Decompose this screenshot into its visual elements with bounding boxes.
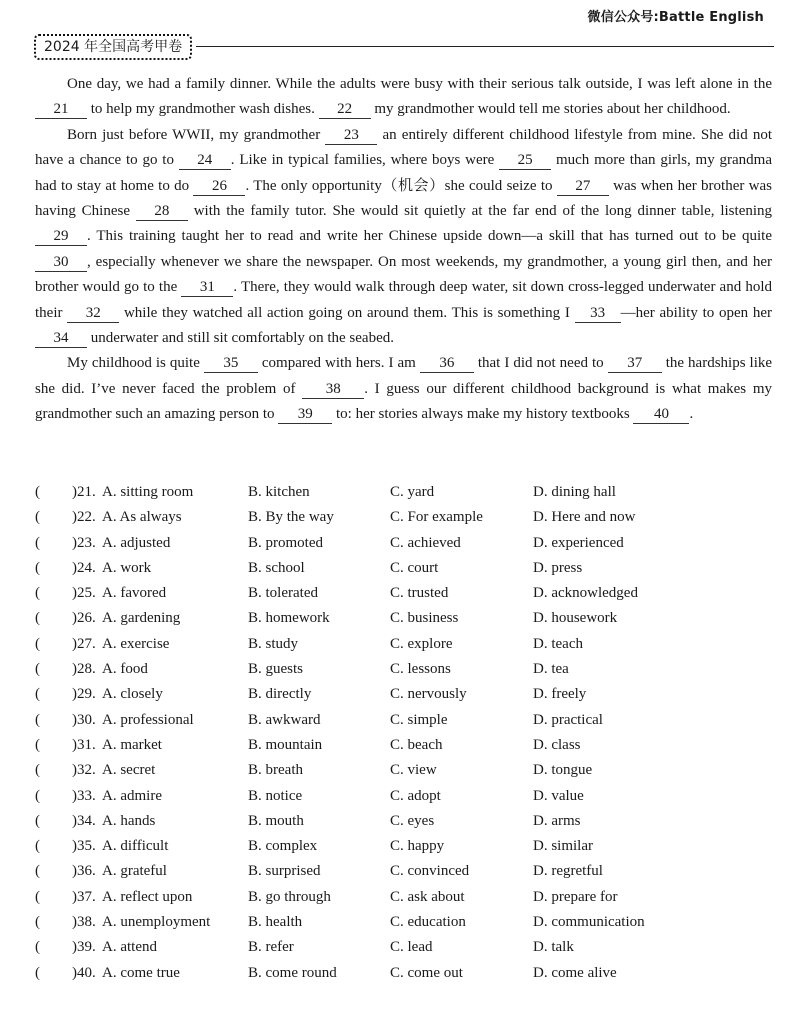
passage-text: underwater and still sit comfortably on the seabed. — [90, 330, 394, 347]
question-number: )40. — [72, 964, 96, 981]
option-a[interactable]: A. As always — [102, 509, 182, 526]
option-c[interactable]: C. nervously — [390, 686, 467, 703]
option-a[interactable]: A. unemployment — [102, 914, 211, 931]
option-a[interactable]: A. secret — [102, 762, 156, 779]
option-a[interactable]: A. food — [102, 661, 148, 678]
option-d[interactable]: D. teach — [533, 635, 583, 652]
passage-text: —her ability to open her — [620, 304, 773, 321]
question-row — [35, 606, 775, 631]
passage-text: Born just before WWII, my grandmother — [67, 126, 321, 143]
option-d[interactable]: D. acknowledged — [533, 585, 638, 602]
passage-text: much more than girls, my grandma had to stay at home to do — [35, 152, 773, 194]
question-row — [35, 834, 775, 859]
option-a[interactable]: A. exercise — [102, 635, 170, 652]
answer-paren[interactable]: ( — [35, 762, 40, 779]
option-d[interactable]: D. tea — [533, 661, 569, 678]
option-b[interactable]: B. mouth — [248, 812, 304, 829]
title-divider — [196, 46, 774, 47]
option-c[interactable]: C. lead — [390, 939, 433, 956]
option-b[interactable]: B. study — [248, 635, 299, 652]
blank-33: 33 — [575, 304, 621, 323]
passage-text: , especially whenever we share the newspaper. On most weekends, my grandmother, a young girl then, and her brother would go to the — [35, 253, 772, 296]
option-a[interactable]: A. professional — [102, 711, 194, 728]
option-c[interactable]: C. view — [390, 762, 437, 779]
option-c[interactable]: C. adopt — [390, 787, 441, 804]
blank-40: 40 — [633, 405, 689, 424]
option-a[interactable]: A. gardening — [102, 610, 181, 627]
question-number: )27. — [72, 635, 96, 652]
question-number: )37. — [72, 888, 96, 905]
option-a[interactable]: A. favored — [102, 585, 167, 602]
option-d[interactable]: D. tongue — [533, 762, 593, 779]
question-row — [35, 885, 775, 910]
answer-paren[interactable]: ( — [35, 736, 40, 753]
question-number: )23. — [72, 534, 96, 551]
option-a[interactable]: A. difficult — [102, 838, 169, 855]
question-row — [35, 657, 775, 682]
question-number: )28. — [72, 661, 96, 678]
option-b[interactable]: B. mountain — [248, 736, 323, 753]
question-number: )22. — [72, 509, 96, 526]
option-d[interactable]: D. freely — [533, 686, 587, 703]
answer-paren[interactable]: ( — [35, 559, 40, 576]
answer-paren[interactable]: ( — [35, 863, 40, 880]
option-d[interactable]: D. arms — [533, 812, 581, 829]
blank-28: 28 — [136, 202, 188, 221]
answer-paren[interactable]: ( — [35, 484, 40, 500]
option-c[interactable]: C. trusted — [390, 585, 449, 602]
answer-paren[interactable]: ( — [35, 838, 40, 855]
option-a[interactable]: A. admire — [102, 787, 162, 804]
option-a[interactable]: A. reflect upon — [102, 888, 193, 905]
question-number: )38. — [72, 914, 96, 931]
answer-paren[interactable]: ( — [35, 939, 40, 956]
question-row — [35, 632, 775, 657]
option-c[interactable]: C. lessons — [390, 661, 451, 678]
question-row — [35, 531, 775, 556]
blank-23: 23 — [325, 126, 377, 145]
passage-text: to: her stories always make my history textbooks — [336, 406, 630, 423]
option-d[interactable]: D. come alive — [533, 964, 617, 981]
question-row — [35, 935, 775, 960]
question-row — [35, 910, 775, 935]
question-number: )39. — [72, 939, 96, 956]
option-c[interactable]: C. achieved — [390, 534, 461, 551]
option-b[interactable]: B. notice — [248, 787, 303, 804]
option-a[interactable]: A. grateful — [102, 863, 167, 880]
question-list — [35, 480, 775, 986]
passage-text: my grandmother would tell me stories about her childhood. — [374, 101, 731, 118]
blank-27: 27 — [557, 177, 609, 196]
option-b[interactable]: B. tolerated — [248, 585, 318, 602]
option-d[interactable]: D. prepare for — [533, 888, 618, 905]
blank-36: 36 — [420, 354, 474, 373]
blank-26: 26 — [193, 177, 245, 196]
option-a[interactable]: A. attend — [102, 939, 157, 956]
paragraph-1 — [35, 72, 772, 123]
option-d[interactable]: D. practical — [533, 711, 603, 728]
option-a[interactable]: A. market — [102, 736, 162, 753]
question-row — [35, 733, 775, 758]
option-d[interactable]: D. housework — [533, 610, 618, 627]
option-d[interactable]: D. press — [533, 559, 583, 576]
option-c[interactable]: C. simple — [390, 711, 448, 728]
question-row — [35, 480, 775, 505]
blank-30: 30 — [35, 253, 87, 272]
option-b[interactable]: B. By the way — [248, 509, 334, 526]
answer-paren[interactable]: ( — [35, 509, 40, 526]
option-b[interactable]: B. complex — [248, 838, 318, 855]
blank-37: 37 — [608, 354, 662, 373]
question-number: )26. — [72, 610, 96, 627]
option-b[interactable]: B. breath — [248, 762, 303, 779]
option-b[interactable]: B. school — [248, 559, 305, 576]
option-c[interactable]: C. come out — [390, 964, 463, 981]
option-a[interactable]: A. closely — [102, 686, 163, 703]
question-number: )21. — [72, 484, 96, 500]
question-number: )35. — [72, 838, 96, 855]
passage-text: was when her brother was having Chinese — [35, 177, 772, 220]
option-c[interactable]: C. explore — [390, 635, 453, 652]
option-d[interactable]: D. Here and now — [533, 509, 636, 526]
title-row — [34, 34, 774, 60]
option-b[interactable]: B. awkward — [248, 711, 321, 728]
answer-paren[interactable]: ( — [35, 661, 40, 678]
question-number: )34. — [72, 812, 96, 829]
question-row — [35, 961, 775, 986]
passage-text: compared with hers. I am — [261, 355, 416, 372]
option-c[interactable]: C. education — [390, 914, 466, 931]
option-b[interactable]: B. promoted — [248, 534, 323, 551]
option-d[interactable]: D. communication — [533, 914, 645, 931]
answer-paren[interactable]: ( — [35, 812, 40, 829]
question-row — [35, 859, 775, 884]
passage — [35, 72, 772, 428]
blank-31: 31 — [181, 278, 233, 297]
option-d[interactable]: D. class — [533, 736, 581, 753]
question-row — [35, 758, 775, 783]
question-number: )25. — [72, 585, 96, 602]
blank-22: 22 — [319, 100, 371, 119]
option-c[interactable]: C. beach — [390, 736, 443, 753]
option-b[interactable]: B. refer — [248, 939, 294, 956]
option-c[interactable]: C. business — [390, 610, 459, 627]
question-row — [35, 708, 775, 733]
question-row — [35, 784, 775, 809]
header-source: 微信公众号:Battle English — [587, 10, 764, 25]
question-number: )36. — [72, 863, 96, 880]
passage-text: . Like in typical families, where boys were — [230, 152, 495, 169]
question-number: )31. — [72, 736, 96, 753]
exam-title: 2024 年全国高考甲卷 — [34, 34, 192, 60]
answer-paren[interactable]: ( — [35, 888, 40, 905]
question-row — [35, 505, 775, 530]
answer-paren[interactable]: ( — [35, 711, 40, 728]
answer-paren[interactable]: ( — [35, 585, 40, 602]
option-c[interactable]: C. convinced — [390, 863, 470, 880]
passage-text: while they watched all action going on around them. This is something I — [123, 304, 570, 321]
question-row — [35, 581, 775, 606]
passage-text: . There, they would walk through deep water, sit down cross-legged underwater and hold their — [35, 279, 772, 321]
option-a[interactable]: A. sitting room — [102, 484, 194, 500]
passage-text: My childhood is quite — [67, 355, 200, 372]
option-d[interactable]: D. similar — [533, 838, 593, 855]
blank-39: 39 — [278, 405, 332, 424]
passage-text: an entirely different childhood lifestyle from mine. She did not have a chance to go to — [35, 126, 773, 169]
answer-paren[interactable]: ( — [35, 534, 40, 551]
passage-text: . — [689, 406, 694, 423]
option-b[interactable]: B. health — [248, 914, 303, 931]
passage-text: . The only opportunity（机会）she could seize to — [245, 177, 553, 194]
passage-text: with the family tutor. She would sit quietly at the far end of the long dinner table, listening — [193, 203, 773, 220]
option-b[interactable]: B. kitchen — [248, 484, 310, 500]
passage-text: One day, we had a family dinner. While the adults were busy with their serious talk outside, I was left alone in the — [67, 76, 772, 92]
option-d[interactable]: D. talk — [533, 939, 574, 956]
passage-text: to help my grandmother wash dishes. — [90, 101, 315, 118]
option-b[interactable]: B. homework — [248, 610, 330, 627]
option-b[interactable]: B. go through — [248, 888, 331, 905]
answer-paren[interactable]: ( — [35, 610, 40, 627]
answer-paren[interactable]: ( — [35, 635, 40, 652]
question-number: )33. — [72, 787, 96, 804]
option-a[interactable]: A. come true — [102, 964, 180, 981]
option-d[interactable]: D. experienced — [533, 534, 624, 551]
question-number: )24. — [72, 559, 96, 576]
option-a[interactable]: A. work — [102, 559, 152, 576]
blank-25: 25 — [499, 151, 551, 170]
question-row — [35, 682, 775, 707]
passage-text: . This training taught her to read and write her Chinese upside down—a skill that has turned out to be quite — [87, 228, 772, 245]
option-c[interactable]: C. happy — [390, 838, 445, 855]
option-b[interactable]: B. directly — [248, 686, 312, 703]
option-d[interactable]: D. regretful — [533, 863, 603, 880]
passage-text: the hardships like she did. I’ve never faced the problem of — [35, 355, 773, 397]
option-c[interactable]: C. ask about — [390, 888, 465, 905]
option-c[interactable]: C. For example — [390, 509, 483, 526]
option-a[interactable]: A. adjusted — [102, 534, 171, 551]
option-d[interactable]: D. dining hall — [533, 484, 616, 500]
option-a[interactable]: A. hands — [102, 812, 156, 829]
paragraph-2 — [35, 123, 772, 352]
passage-text: that I did not need to — [477, 355, 604, 372]
blank-34: 34 — [35, 329, 87, 348]
question-number: )30. — [72, 711, 96, 728]
answer-paren[interactable]: ( — [35, 686, 40, 703]
blank-32: 32 — [67, 304, 119, 323]
question-number: )32. — [72, 762, 96, 779]
option-b[interactable]: B. come round — [248, 964, 337, 981]
answer-paren[interactable]: ( — [35, 914, 40, 931]
answer-paren[interactable]: ( — [35, 787, 40, 804]
option-b[interactable]: B. guests — [248, 661, 304, 678]
option-c[interactable]: C. yard — [390, 484, 435, 500]
option-b[interactable]: B. surprised — [248, 863, 321, 880]
option-d[interactable]: D. value — [533, 787, 584, 804]
passage-text: . I guess our different childhood background is what makes my grandmother such an amazing person to — [35, 380, 772, 423]
blank-21: 21 — [35, 100, 87, 119]
paragraph-3 — [35, 351, 772, 427]
answer-paren[interactable]: ( — [35, 964, 40, 981]
question-number: )29. — [72, 686, 96, 703]
question-row — [35, 556, 775, 581]
blank-35: 35 — [204, 354, 258, 373]
blank-24: 24 — [179, 151, 231, 170]
blank-29: 29 — [35, 227, 87, 246]
blank-38: 38 — [302, 380, 364, 399]
option-c[interactable]: C. eyes — [390, 812, 435, 829]
option-c[interactable]: C. court — [390, 559, 439, 576]
question-row — [35, 809, 775, 834]
